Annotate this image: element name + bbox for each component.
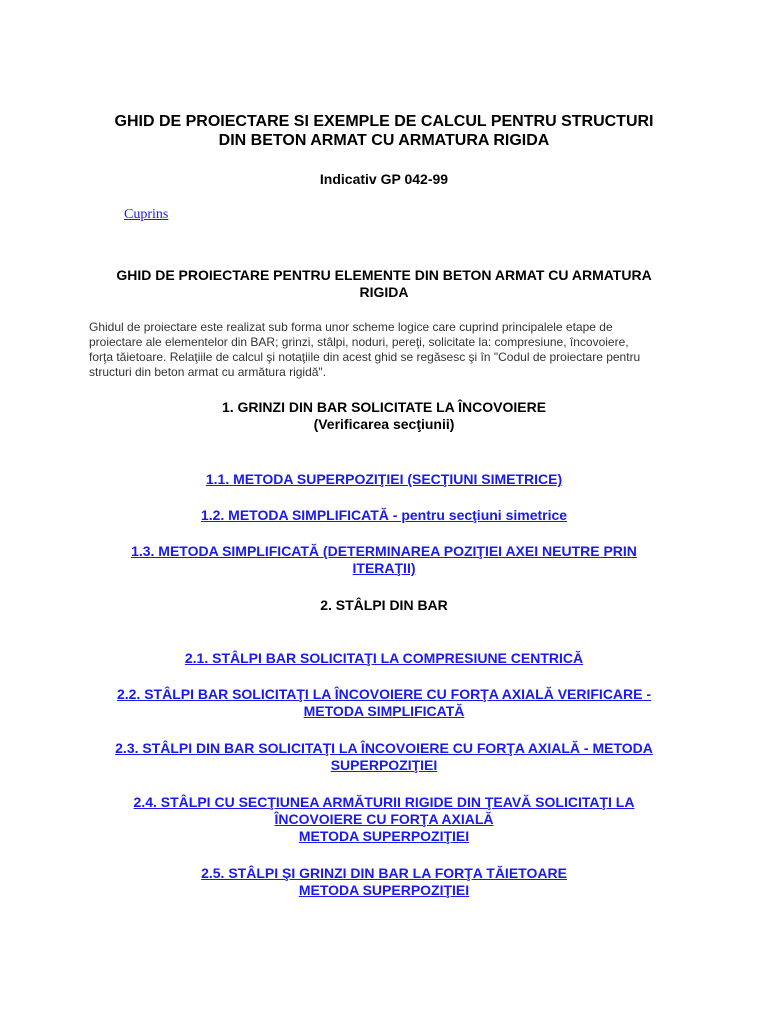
link-2-5[interactable] [84, 865, 684, 899]
link-2-1[interactable]: 2.1. STÂLPI BAR SOLICITAŢI LA COMPRESIUNE CENTRICĂ [184, 650, 584, 666]
page-title-line-2: DIN BETON ARMAT CU ARMATURA RIGIDA [218, 132, 550, 149]
link-1-3[interactable] [84, 543, 684, 577]
section-1-heading-line-1: 1. GRINZI DIN BAR SOLICITATE LA ÎNCOVOIERE [221, 399, 547, 415]
section-2-heading-line-1: 2. STÂLPI DIN BAR [320, 597, 448, 613]
section-1-heading [84, 399, 684, 433]
link-2-4-line-2: ÎNCOVOIERE CU FORŢA AXIALĂ [274, 811, 494, 827]
link-2-4[interactable] [84, 794, 684, 845]
link-2-3-line-2: SUPERPOZIŢIEI [330, 757, 438, 773]
indicativ-label: Indicativ GP 042-99 [319, 171, 449, 187]
link-1-1[interactable]: 1.1. METODA SUPERPOZIŢIEI (SECŢIUNI SIMETRICE) [205, 471, 563, 487]
guide-subtitle-line-1: GHID DE PROIECTARE PENTRU ELEMENTE DIN BETON ARMAT CU ARMATURA [116, 267, 652, 283]
link-2-2-line-2: METODA SIMPLIFICATĂ [303, 703, 465, 719]
link-2-2-line-1: 2.2. STÂLPI BAR SOLICITAŢI LA ÎNCOVOIERE CU FORŢA AXIALĂ VERIFICARE - [116, 686, 652, 702]
guide-subtitle [84, 267, 684, 301]
page-title [90, 112, 678, 150]
link-2-4-line-3: METODA SUPERPOZIŢIEI [298, 828, 470, 844]
intro-line-4: structuri din beton armat cu armătura rigidă". [89, 365, 327, 379]
section-2-heading [84, 597, 684, 614]
intro-line-3: forţa tăietoare. Relaţiile de calcul şi notaţiile din acest ghid se regăsesc şi în "Codul de proiectare pentru [89, 350, 641, 364]
guide-subtitle-line-2: RIGIDA [359, 284, 409, 300]
cuprins-link[interactable]: Cuprins [124, 207, 169, 222]
intro-paragraph [89, 320, 681, 380]
link-1-3-line-1: 1.3. METODA SIMPLIFICATĂ (DETERMINAREA POZIŢIEI AXEI NEUTRE PRIN [131, 543, 637, 559]
link-1-2[interactable]: 1.2. METODA SIMPLIFICATĂ - pentru secţiuni simetrice [200, 507, 568, 523]
link-2-5-line-1: 2.5. STÂLPI ŞI GRINZI DIN BAR LA FORŢA TĂIETOARE [201, 865, 567, 881]
intro-line-1: Ghidul de proiectare este realizat sub forma unor scheme logice care cuprind principalele etape de [89, 320, 613, 334]
link-2-3[interactable] [84, 740, 684, 774]
link-2-4-line-1: 2.4. STÂLPI CU SECŢIUNEA ARMĂTURII RIGIDE DIN ŢEAVĂ SOLICITAŢI LA [133, 794, 635, 810]
link-1-3-line-2: ITERAŢII) [352, 560, 416, 576]
page-title-line-1: GHID DE PROIECTARE SI EXEMPLE DE CALCUL PENTRU STRUCTURI [114, 113, 654, 130]
section-1-heading-line-2: (Verificarea secţiunii) [313, 416, 455, 432]
link-2-5-line-2: METODA SUPERPOZIŢIEI [298, 882, 470, 898]
link-2-2[interactable] [84, 686, 684, 720]
intro-line-2: proiectare ale elementelor din BAR; grinzi, stâlpi, noduri, pereţi, solicitate la: compresiune, încovoiere, [89, 335, 629, 349]
link-2-3-line-1: 2.3. STÂLPI DIN BAR SOLICITAŢI LA ÎNCOVOIERE CU FORŢA AXIALĂ - METODA [115, 740, 653, 756]
